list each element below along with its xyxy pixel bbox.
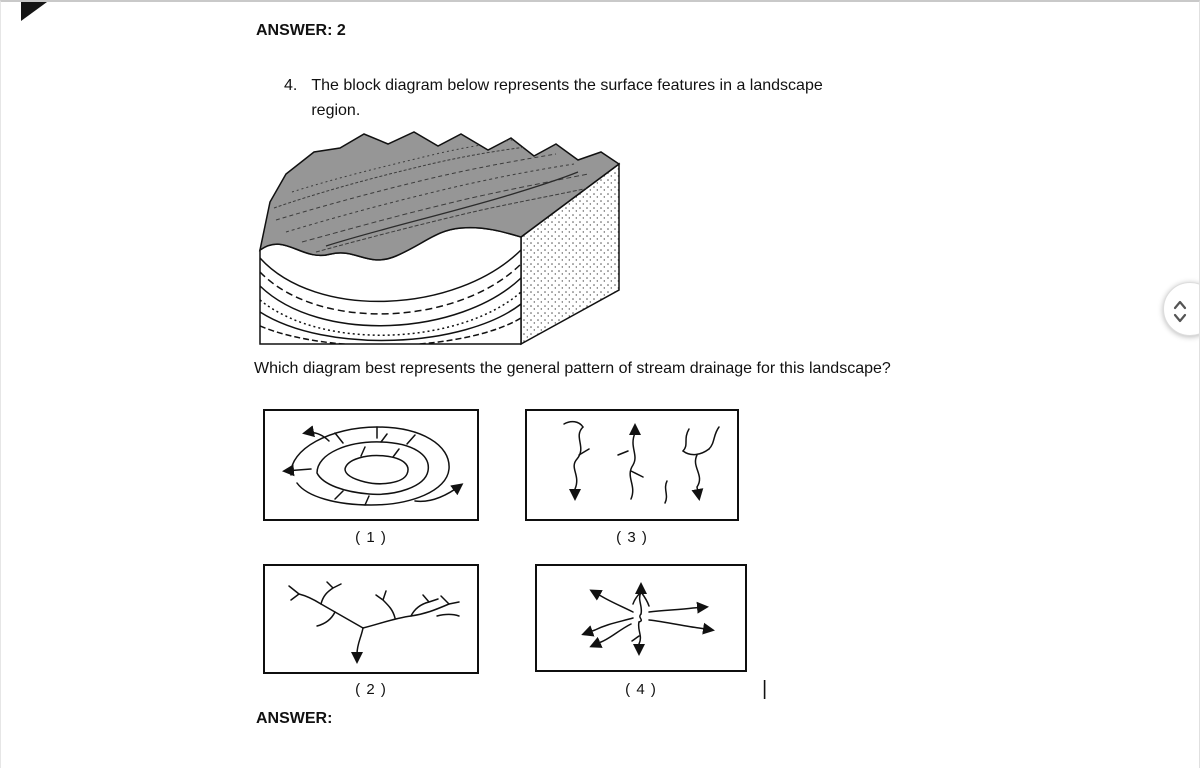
question-text: The block diagram below represents the surface features in a landscape region. bbox=[311, 77, 823, 119]
option-label-4: ( 4 ) bbox=[625, 681, 657, 698]
answer-label-bottom: ANSWER: bbox=[256, 710, 333, 727]
drainage-pattern-dendritic bbox=[265, 566, 477, 672]
option-label-1: ( 1 ) bbox=[355, 529, 387, 546]
question-number: 4. bbox=[284, 77, 298, 94]
option-box-1 bbox=[263, 409, 479, 521]
option-box-3 bbox=[525, 409, 739, 521]
drainage-pattern-parallel bbox=[527, 411, 737, 519]
followup-question: Which diagram best represents the general pattern of stream drainage for this landscape? bbox=[254, 360, 891, 377]
drainage-pattern-annular bbox=[265, 411, 477, 519]
chevron-down-icon[interactable] bbox=[1173, 311, 1187, 321]
scroll-widget[interactable] bbox=[1163, 282, 1200, 336]
drainage-pattern-radial bbox=[537, 566, 745, 670]
option-box-2 bbox=[263, 564, 479, 674]
question-4 bbox=[284, 74, 844, 124]
chevron-up-icon[interactable] bbox=[1173, 298, 1187, 308]
page-corner-artifact bbox=[21, 2, 47, 21]
option-label-2: ( 2 ) bbox=[355, 681, 387, 698]
option-box-4 bbox=[535, 564, 747, 672]
block-diagram-figure bbox=[256, 122, 624, 348]
text-cursor: | bbox=[762, 678, 768, 700]
option-label-3: ( 3 ) bbox=[616, 529, 648, 546]
answer-label-top: ANSWER: 2 bbox=[256, 22, 346, 39]
